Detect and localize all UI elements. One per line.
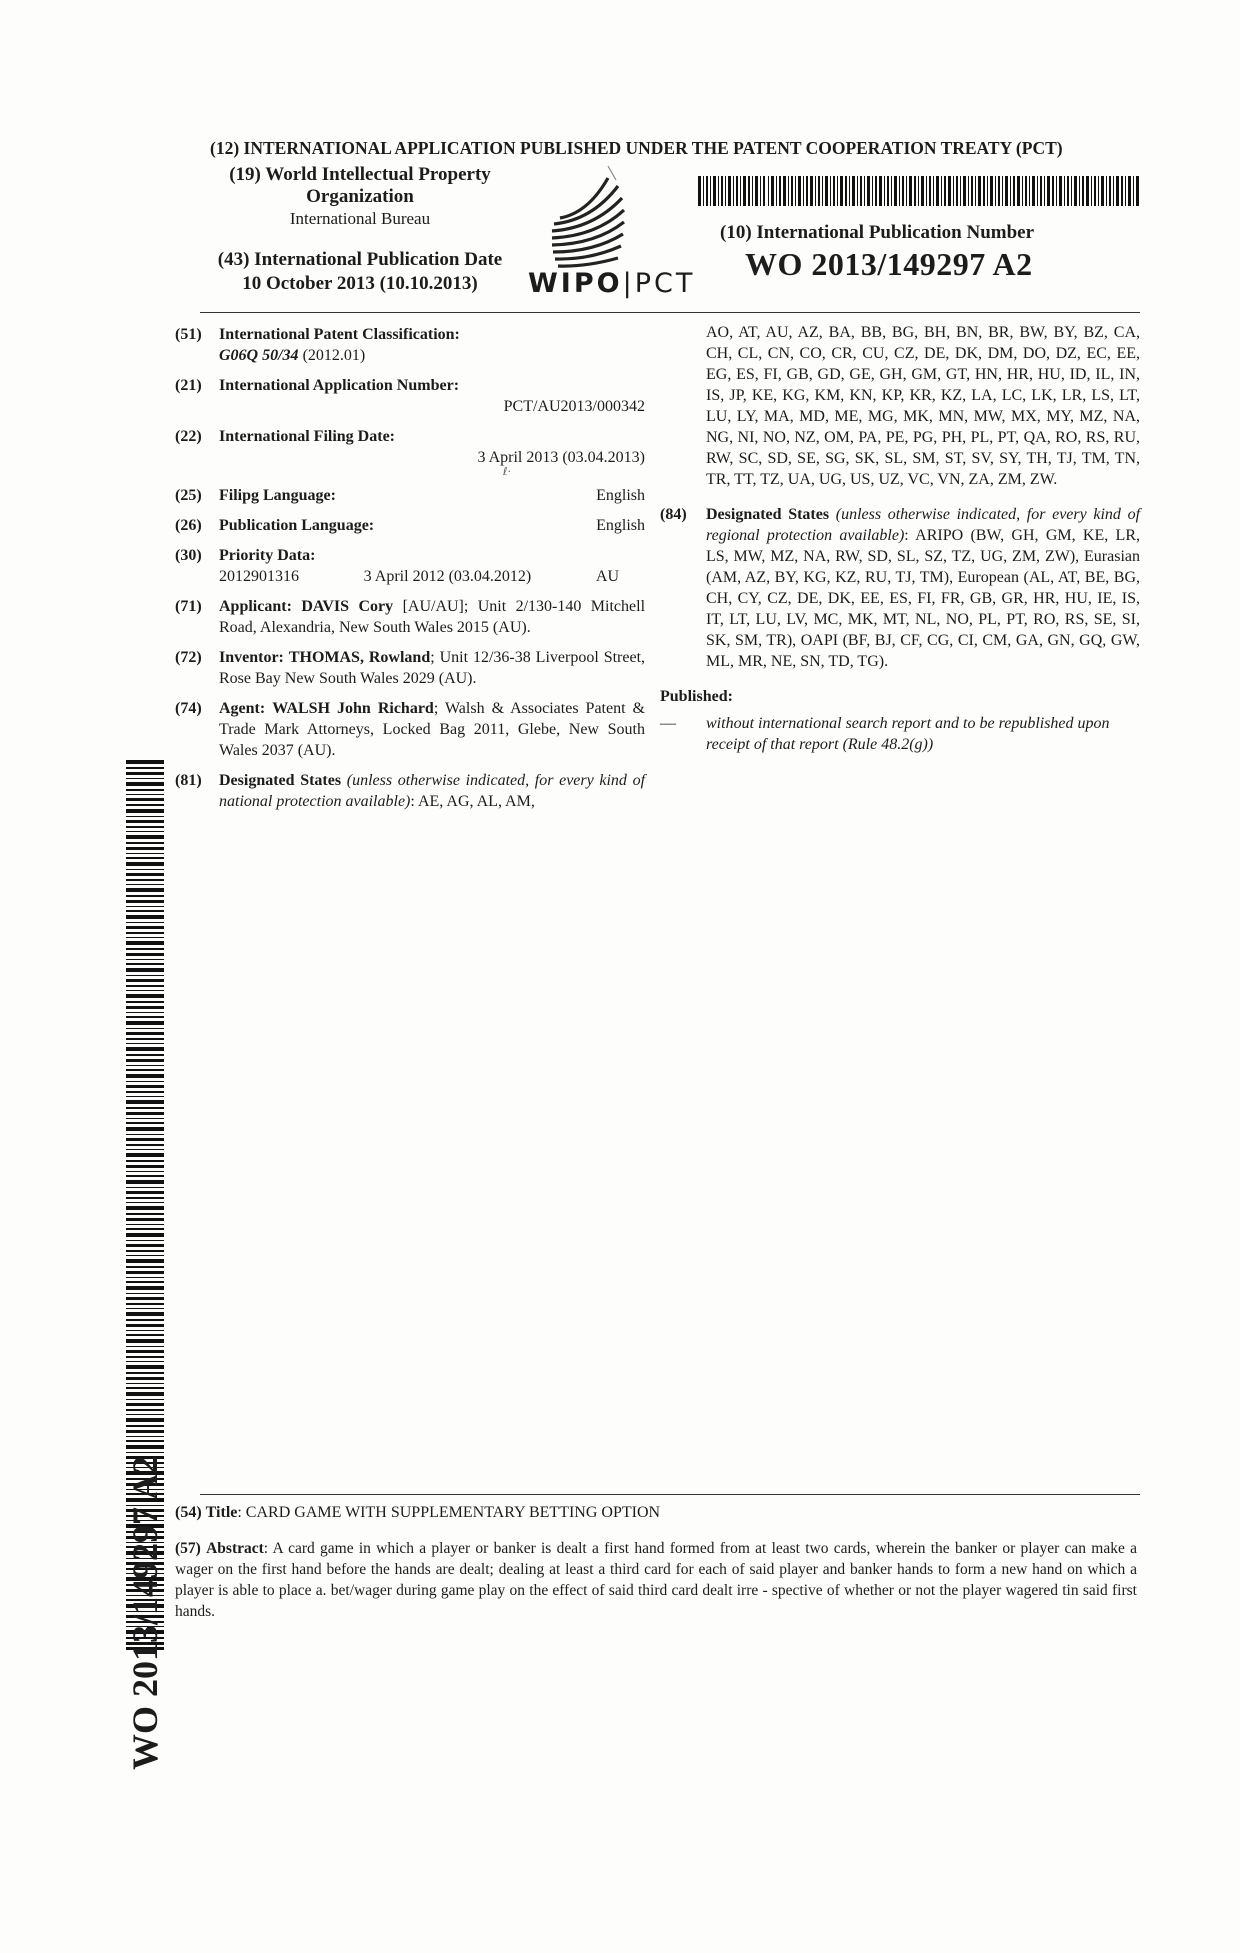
- field-72: [175, 647, 645, 689]
- field-30: [175, 545, 645, 587]
- field-74-number: (74): [175, 700, 202, 717]
- inventor-address: ; Unit 12/36-38 Liverpool Street, Rose Bay New South Wales 2029 (AU).: [219, 649, 646, 687]
- field-81-states: : AE, AG, AL, AM,: [410, 793, 535, 810]
- wipo-pct-wordmark: [528, 268, 695, 299]
- published-dash: —: [660, 715, 676, 732]
- field-84-qualifier: (unless otherwise indicated, for every kind of regional protection available): [706, 506, 1141, 544]
- field-22: [175, 426, 645, 476]
- field-21: [175, 375, 645, 417]
- publication-number-value: WO 2013/149297 A2: [745, 246, 1033, 282]
- field-26: [175, 515, 645, 536]
- pct-word: PCT: [634, 268, 696, 299]
- designated-states-continued: AO, AT, AU, AZ, BA, BB, BG, BH, BN, BR, BW, BY, BZ, CA, CH, CL, CN, CO, CR, CU, CZ, DE, DK, DM, DO, DZ, EC, EE, EG, ES, FI, GB, GD, GE, GH, GM, GT, HN, HR, HU, ID, IL, IN, IS, JP, KE, KG, KM, KN, KP, KR, KZ, LA, LC, LK, LR, LS, LT, LU, LY, MA, MD, ME, MG, MK, MN, MW, MX, MY, MZ, NA, NG, NI, NO, NZ, OM, PA, PE, PG, PH, PL, PT, QA, RO, RS, RU, RW, SC, SD, SE, SG, SK, SL, SM, ST, SV, SY, TH, TJ, TM, TN, TR, TT, TZ, UA, UG, US, UZ, VC, VN, ZA, ZM, ZW.: [706, 324, 1140, 488]
- field-74-label: Agent:: [219, 700, 266, 717]
- field-51-year: (2012.01): [302, 347, 366, 364]
- field-51-label: International Patent Classification:: [219, 326, 460, 343]
- field-71: [175, 596, 645, 638]
- field-25-number: (25): [175, 487, 202, 504]
- applicant-address: [AU/AU]; Unit 2/130-140 Mitchell Road, Alexandria, New South Wales 2015 (AU).: [219, 598, 646, 636]
- field-84-states: : ARIPO (BW, GH, GM, KE, LR, LS, MW, MZ, NA, RW, SD, SL, SZ, TZ, UG, ZM, ZW), Eurasian (AM, AZ, BY, KG, KZ, RU, TJ, TM), European (AL, AT, BE, BG, CH, CY, CZ, DE, DK, EE, ES, FI, FR, GB, GR, HR, HU, IE, IS, IT, LT, LU, LV, MC, MK, MT, NL, NO, PL, PT, RO, RS, SE, SI, SK, SM, TR), OAPI (BF, BJ, CF, CG, CI, CM, GA, GN, GQ, GW, ML, MR, NE, SN, TD, TG).: [706, 527, 1140, 670]
- field-71-label: Applicant:: [219, 598, 292, 615]
- abstract-text: : A card game in which a player or banker is dealt a first hand formed from at least two cards, wherein the banker or player can make a wager on the first hand before the hands are dealt; dealing at least a third card for each of said player and banker hands to form a new hand on which a player is able to place a. bet/wager during game play on the effect of said third card dealt irre - spective of whether or not the player wagered tin said first hands.: [175, 1540, 1137, 1620]
- field-22-value: 3 April 2013 (03.04.2013): [477, 449, 645, 466]
- published-label: Published:: [660, 688, 733, 705]
- field-72-number: (72): [175, 649, 202, 666]
- footer-divider: [200, 1494, 1140, 1495]
- field-81: [175, 770, 645, 812]
- inventor-name: THOMAS, Rowland: [288, 649, 431, 666]
- field-84-number: (84): [660, 506, 687, 523]
- barcode-top-icon: [698, 176, 1140, 206]
- priority-country: AU: [595, 568, 619, 585]
- header-divider: [200, 312, 1140, 313]
- publication-number-label: (10) International Publication Number: [720, 222, 1035, 243]
- bibliographic-left-column: [175, 324, 645, 821]
- invention-title: : CARD GAME WITH SUPPLEMENTARY BETTING OPTION: [237, 1504, 661, 1521]
- field-21-number: (21): [175, 377, 202, 394]
- publication-date-value: 10 October 2013 (10.10.2013): [242, 273, 478, 294]
- org-name-line2: Organization: [306, 186, 414, 207]
- field-25-value: English: [596, 487, 645, 504]
- field-81-label: Designated States: [219, 772, 342, 789]
- publication-date-label: (43) International Publication Date: [217, 249, 503, 270]
- field-25: [175, 485, 645, 506]
- field-71-number: (71): [175, 598, 202, 615]
- agent-address: ; Walsh & Associates Patent & Trade Mark Attorneys, Locked Bag 2011, Glebe, New South Wales 2037 (AU).: [219, 700, 645, 759]
- field-72-label: Inventor:: [219, 649, 284, 666]
- field-74: [175, 698, 645, 761]
- field-81-qualifier: (unless otherwise indicated, for every kind of national protection available): [219, 772, 646, 810]
- field-57-number: (57): [175, 1540, 201, 1557]
- field-22-label: International Filing Date:: [219, 428, 395, 445]
- field-26-number: (26): [175, 517, 202, 534]
- field-21-label: International Application Number:: [219, 377, 460, 394]
- field-21-value: PCT/AU2013/000342: [503, 398, 645, 415]
- priority-number: 2012901316: [219, 568, 299, 585]
- priority-date: 3 April 2012 (03.04.2012): [363, 568, 532, 585]
- applicant-name: DAVIS Cory: [301, 598, 394, 615]
- field-25-label: Filipg Language:: [219, 487, 336, 504]
- field-30-number: (30): [175, 547, 202, 564]
- publication-date-block: [205, 248, 515, 296]
- field-22-number: (22): [175, 428, 202, 445]
- published-note: [660, 713, 1140, 755]
- field-54-label: Title: [205, 1504, 238, 1521]
- treaty-header: (12) INTERNATIONAL APPLICATION PUBLISHED UNDER THE PATENT COOPERATION TREATY (PCT): [210, 138, 1063, 158]
- field-54: [175, 1504, 660, 1522]
- vertical-publication-number-text: WO 2013/149297 A2: [125, 1456, 165, 1771]
- published-text: without international search report and to be republished upon receipt of that report (Rule 48.2(g)): [706, 715, 1110, 753]
- organization-block: [210, 164, 510, 230]
- field-51-number: (51): [175, 326, 202, 343]
- field-81-number: (81): [175, 772, 202, 789]
- wipo-word: WIPO: [528, 268, 623, 299]
- field-26-label: Publication Language:: [219, 517, 375, 534]
- agent-name: WALSH John Richard: [272, 700, 434, 717]
- field-54-number: (54): [175, 1504, 202, 1521]
- field-51: [175, 324, 645, 366]
- wipo-separator: |: [622, 268, 635, 299]
- field-57: [175, 1538, 1137, 1622]
- field-51-code: G06Q 50/34: [219, 347, 299, 364]
- org-bureau: International Bureau: [289, 209, 431, 228]
- org-name-line1: (19) World Intellectual Property: [229, 164, 491, 185]
- scan-mark-icon: ℓ·: [503, 465, 512, 478]
- field-84-label: Designated States: [706, 506, 830, 523]
- field-26-value: English: [596, 517, 645, 534]
- bibliographic-right-column: [660, 322, 1140, 755]
- field-30-label: Priority Data:: [219, 547, 316, 564]
- field-57-label: Abstract: [206, 1540, 264, 1557]
- field-84: [660, 504, 1140, 672]
